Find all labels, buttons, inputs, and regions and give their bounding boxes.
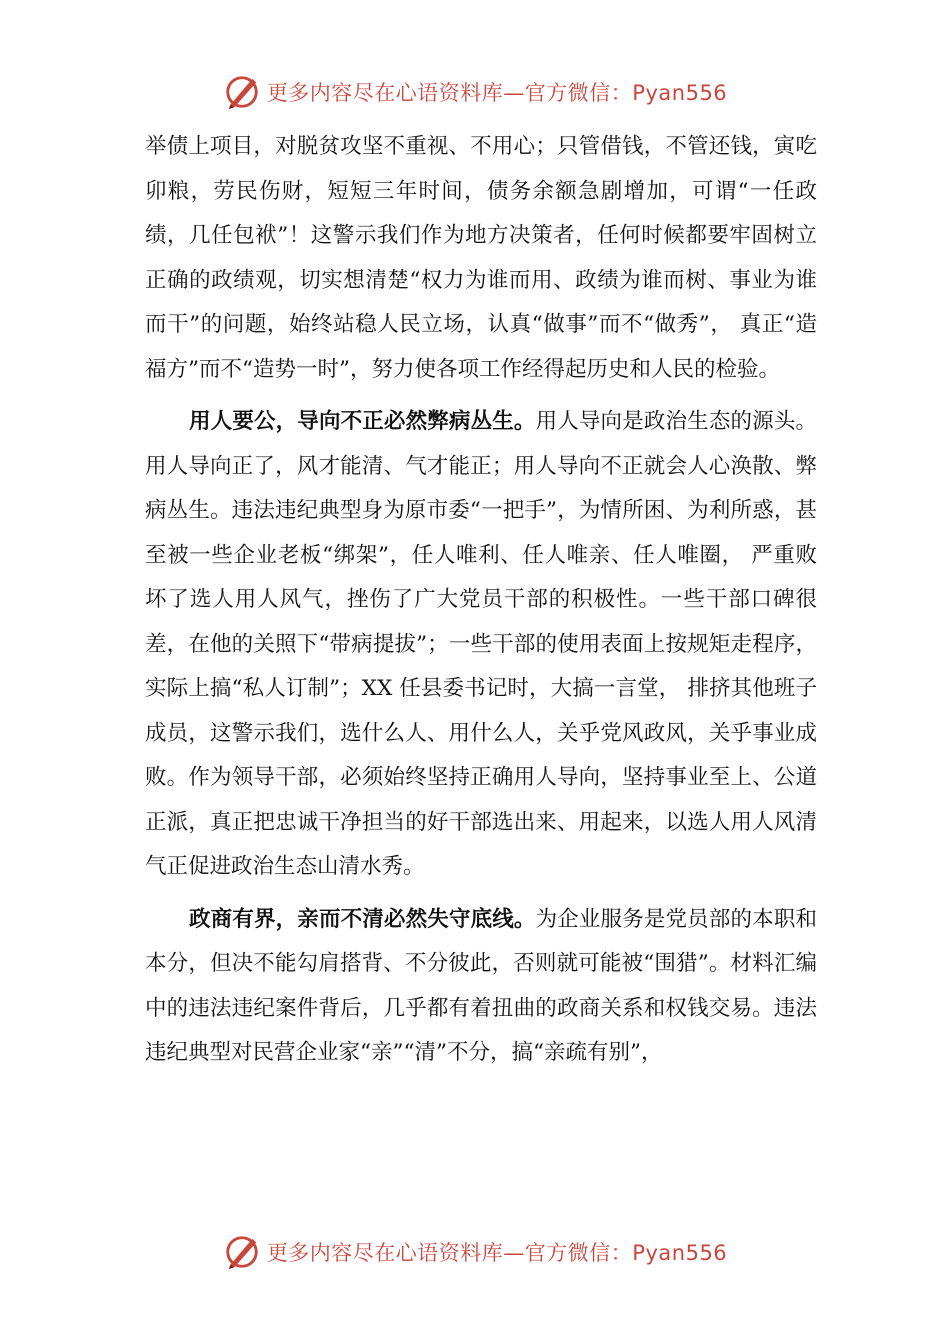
red-pen-logo-icon [223,73,261,111]
red-pen-logo-icon [223,1233,261,1271]
paragraph-2 [145,400,817,890]
footer-banner [0,1232,950,1272]
paragraph-3 [145,898,817,1076]
paragraph-2-lead: 用人要公，导向不正必然弊病丛生。 [189,409,536,434]
banner-text: 更多内容尽在心语资料库—官方微信：Pyan556 [266,1241,728,1265]
paragraph-3-body: 为企业服务是党员部的本职和本分，但决不能勾肩搭背、不分彼此，否则就可能被“围猎”。材料汇编中的违法违纪案件背后，几乎都有着扭曲的政商关系和权钱交易。违法违纪典型对民营企业家“亲”“清”不分，搞“亲疏有别”， [145,906,817,1065]
paragraph-2-body: 用人导向是政治生态的源头。用人导向正了，风才能清、气才能正；用人导向不正就会人心涣散、弊病丛生。违法违纪典型身为原市委“一把手”，为情所困、为利所惑，甚至被一些企业老板“绑架”，任人唯利、任人唯亲、任人唯圈， 严重败坏了选人用人风气，挫伤了广大党员干部的积极性。一些干部口碑很差，在他的关照下“带病提拔”；一些干部的使用表面上按规矩走程序，实际上搞“私人订制”；XX 任县委书记时，大搞一言堂， 排挤其他班子成员，这警示我们，选什么人、用什么人，关乎党风政风，关乎事业成败。作为领导干部，必须始终坚持正确用人导向，坚持事业至上、公道正派，真正把忠诚干净担当的好干部选出来、用起来，以选人用人风清气正促进政治生态山清水秀。 [145,409,817,879]
banner-text: 更多内容尽在心语资料库—官方微信：Pyan556 [266,81,728,105]
document-body [145,125,817,1076]
paragraph-1 [145,125,817,392]
paragraph-1-body: 举债上项目，对脱贫攻坚不重视、不用心；只管借钱，不管还钱，寅吃卯粮，劳民伤财，短短三年时间，债务余额急剧增加，可谓“一任政绩，几任包袱”！这警示我们作为地方决策者，任何时候都要牢固树立正确的政绩观，切实想清楚“权力为谁而用、政绩为谁而树、事业为谁而干”的问题，始终站稳人民立场，认真“做事”而不“做秀”， 真正“造福方”而不“造势一时”，努力使各项工作经得起历史和人民的检验。 [145,134,817,382]
header-banner [0,72,950,112]
paragraph-3-lead: 政商有界，亲而不清必然失守底线。 [189,906,536,932]
